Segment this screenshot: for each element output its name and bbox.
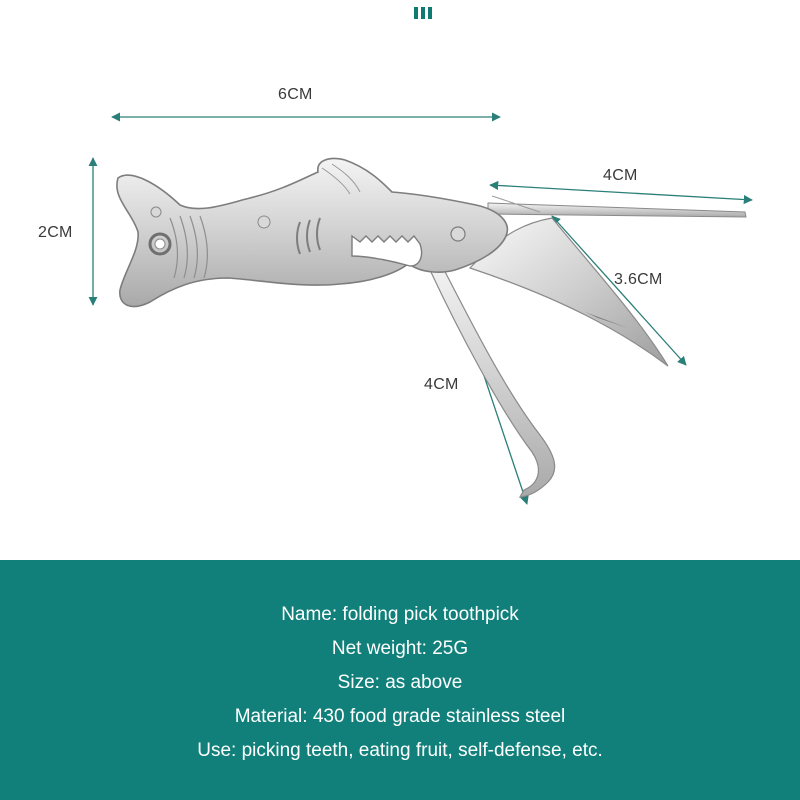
height-label: 2CM [38,224,73,241]
toothpick-needle [488,203,746,217]
product-material: Material: 430 food grade stainless steel [234,706,566,727]
hook-label: 4CM [424,376,459,393]
blade-label: 3.6CM [614,271,663,288]
pick-label: 4CM [603,167,638,184]
product-name: Name: folding pick toothpick [281,604,519,625]
length-label: 6CM [278,86,313,103]
shark-eye [451,227,465,241]
dimension-line-pick [490,185,752,200]
product-use: Use: picking teeth, eating fruit, self-defense, etc. [197,740,603,761]
product-weight: Net weight: 25G [331,638,469,659]
product-size: Size: as above [337,672,463,693]
product-info-panel [0,560,800,800]
